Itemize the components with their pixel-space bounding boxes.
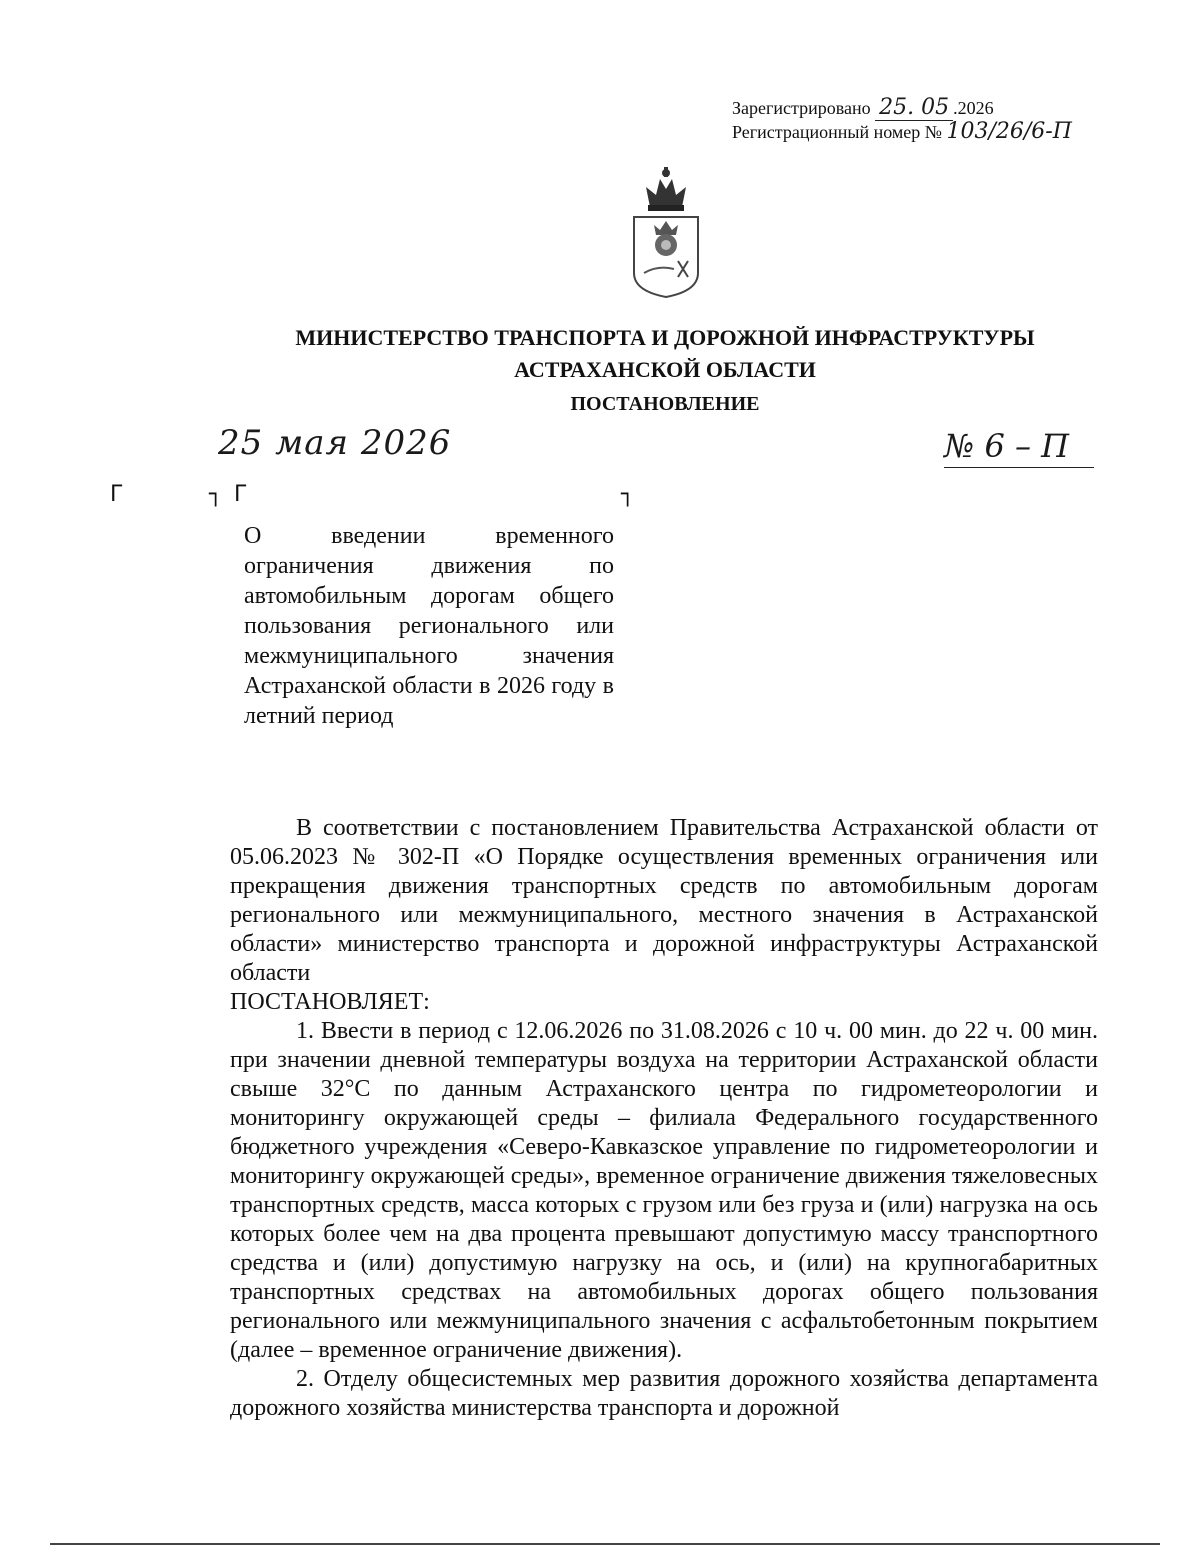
registration-stamp — [732, 96, 1072, 144]
document-subject: О введении временного ограничения движения по автомобильным дорогам общего пользования регионального или межмуниципального значения Астраханской области в 2026 году в летний период — [244, 523, 614, 729]
document-type: ПОСТАНОВЛЕНИЕ — [570, 393, 760, 415]
registration-date-line — [732, 96, 1072, 120]
corner-mark-left-close: ┐ — [209, 482, 223, 507]
page-bottom-line — [50, 1543, 1160, 1545]
handwritten-date: 25 мая 2026 — [218, 423, 452, 463]
decree-heading: ПОСТАНОВЛЯЕТ: — [230, 989, 430, 1015]
corner-mark-left-open: Г — [110, 482, 124, 507]
registration-number-handwritten: 103/26/6-П — [946, 119, 1072, 144]
ministry-name-line2: АСТРАХАНСКОЙ ОБЛАСТИ — [514, 357, 816, 382]
registration-year: .2026 — [953, 98, 994, 118]
ministry-header — [0, 322, 1200, 386]
registration-label: Зарегистрировано — [732, 98, 871, 118]
item-1-paragraph: 1. Ввести в период с 12.06.2026 по 31.08.2026 с 10 ч. 00 мин. до 22 ч. 00 мин. при значении дневной температуры воздуха на территории Астраханской области свыше 32°С по данным Астраханского центра по гидрометеорологии и мониторингу окружающей среды – филиала Федерального государственного бюджетного учреждения «Северо-Кавказское управление по гидрометеорологии и мониторингу окружающей среды», временное ограничение движения тяжеловесных транспортных средств, масса которых с грузом или без груза и (или) нагрузка на ось которых более чем на два процента превышают допустимую массу транспортного средства и (или) допустимую нагрузку на ось, и (или) на крупногабаритных транспортных средствах на автомобильных дорогах общего пользования регионального или межмуниципального значения с асфальтобетонным покрытием (далее – временное ограничение движения). — [230, 1018, 1098, 1363]
intro-paragraph: В соответствии с постановлением Правительства Астраханской области от 05.06.2023 № 302-П «О Порядке осуществления временных ограничения или прекращения движения транспортных средств по автомобильным дорогам регионального или межмуниципального, местного значения в Астраханской области» министерство транспорта и дорожной инфраструктуры Астраханской области — [230, 815, 1098, 986]
registration-date-handwritten: 25. 05 — [875, 95, 953, 121]
document-body — [230, 814, 1098, 1423]
corner-mark-right-open: Г — [234, 482, 248, 507]
registration-number-label: Регистрационный номер № — [732, 122, 942, 142]
item-2-paragraph: 2. Отделу общесистемных мер развития дорожного хозяйства департамента дорожного хозяйства министерства транспорта и дорожной — [230, 1366, 1098, 1421]
corner-mark-right-close: ┐ — [621, 482, 635, 507]
coat-of-arms-icon — [628, 165, 704, 300]
ministry-name-line1: МИНИСТЕРСТВО ТРАНСПОРТА И ДОРОЖНОЙ ИНФРАСТРУКТУРЫ — [295, 325, 1035, 350]
handwritten-number: № 6 – П — [944, 427, 1094, 468]
registration-number-line — [732, 120, 1072, 144]
